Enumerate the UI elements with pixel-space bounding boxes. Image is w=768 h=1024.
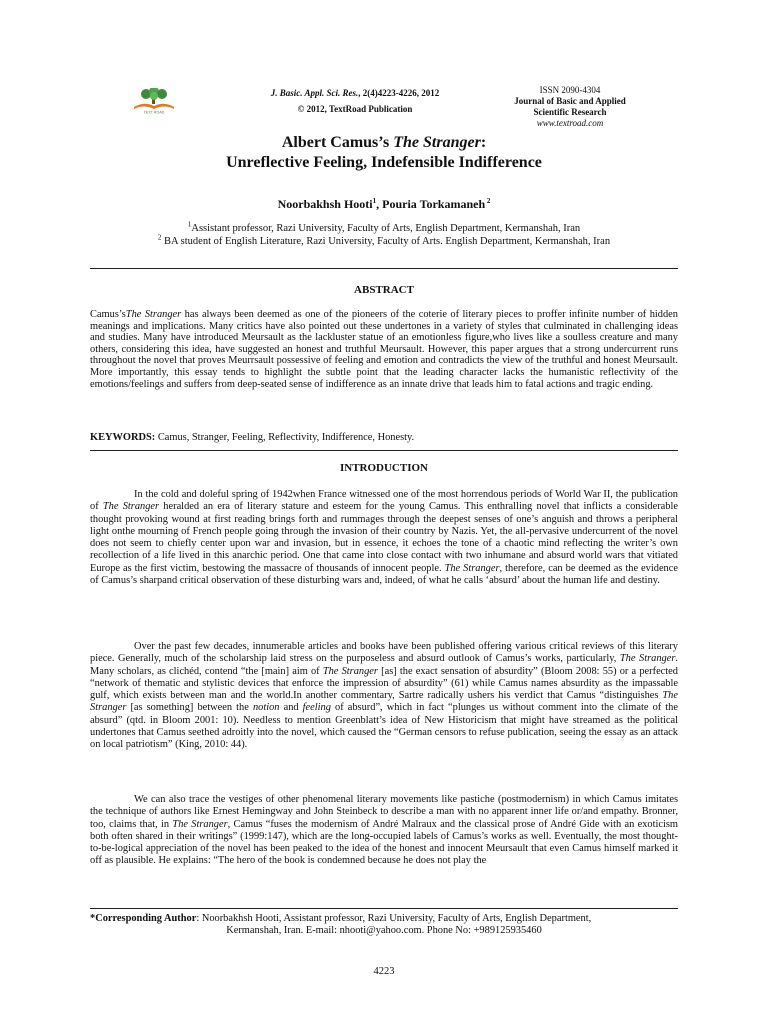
citation-volume: , 2(4)4223-4226, 2012	[358, 88, 440, 98]
corresponding-author-footnote	[90, 913, 678, 938]
page-number: 4223	[373, 966, 395, 977]
journal-url[interactable]: www.textroad.com	[536, 118, 604, 128]
introduction-heading: INTRODUCTION	[339, 462, 428, 474]
title-colon: :	[480, 134, 487, 151]
copyright-line: © 2012, TextRoad Publication	[297, 104, 413, 114]
title-line2: Unreflective Feeling, Indefensible Indifference	[226, 154, 542, 171]
issn: ISSN 2090-4304	[539, 85, 601, 95]
keywords	[90, 432, 678, 444]
author-sup: 1	[372, 197, 377, 205]
publisher-logo	[124, 88, 184, 114]
affil-sup: 1	[187, 220, 192, 229]
footnote-line1: : Noorbakhsh Hooti, Assistant professor, Razi University, Faculty of Arts, English Department,	[196, 913, 592, 924]
abstract-heading: ABSTRACT	[354, 284, 414, 296]
intro-paragraph-2: Over the past few decades, innumerable articles and books have been published offering various critical reviews of this literary piece. Generally, much of the scholarship laid stress on the purposeless and absurd outlook of Camus’s works, particularly, The Stranger. Many scholars, as clichéd, contend “the [main] aim of The Stranger [as] the exact sensation of absurdity” (Bloom 2008: 55) or a perfected “network of thematic and stylistic devices that enforce the impression of absurdity” (61) while Camus names absurdity as the impassable gulf, which exists between man and the world.In another commentary, Sartre radically ushers his verdict that Camus “distinguishes The Stranger [as something] between the notion and feeling of absurd”, which in fact “plunges us without comment into the climate of the absurd” (qtd. in Bloom 2001: 10). Needless to mention Greenblatt’s idea of New Historicism that might have streamed as the political undertones that Camus seethed adroitly into the novel, which caused the “German censors to refuse publication, seeing the essay as an attack on local patriotism” (King, 2010: 44).	[90, 641, 678, 751]
keywords-label: KEYWORDS:	[90, 432, 156, 443]
footnote-label: *Corresponding Author	[90, 913, 197, 924]
affiliation-2: BA student of English Literature, Razi University, Faculty of Arts. English Department, Kermanshah, Iran	[161, 236, 611, 247]
tree-book-icon	[124, 88, 184, 114]
title-prefix: Albert Camus’s	[281, 134, 394, 151]
author-name: Noorbakhsh Hooti	[277, 197, 373, 211]
logo-caption: TEXT ROAD	[143, 110, 165, 114]
title-italic: The Stranger	[393, 134, 481, 151]
footnote-divider	[90, 908, 678, 909]
author-separator: ,	[376, 197, 383, 211]
abstract-divider	[90, 450, 678, 451]
journal-info	[505, 85, 635, 129]
affiliations	[80, 222, 688, 248]
citation-journal-abbrev: J. Basic. Appl. Sci. Res.	[270, 88, 359, 98]
journal-name-line2: Scientific Research	[533, 107, 607, 117]
header-divider	[90, 268, 678, 269]
author-list	[120, 197, 648, 212]
affiliation-1: Assistant professor, Razi University, Faculty of Arts, English Department, Kermanshah, Iran	[191, 223, 581, 234]
affil-sup: 2	[157, 233, 162, 242]
footnote-line2: Kermanshah, Iran. E-mail: nhooti@yahoo.com. Phone No: +989125935460	[226, 925, 542, 937]
abstract-text: Camus’sThe Stranger has always been deemed as one of the pioneers of the coterie of literary pieces to proffer infinite number of hidden meanings and implications. Many critics have also pointed out these undertones in a variety of styles that culminated in challenging ideas and studies. Many have introduced Meursault as the lackluster statue of an emotionless figure,who lives like a soulless creature and many others, considering this idea, have suggested an honest and truthful Meursault. However, this paper argues that a strong undercurrent runs throughout the novel that proves Meurrsault possessive of feeling and emotion and contradicts the view of the truthful and honest Meursault. More importantly, this essay tends to highlight the subtle point that the leading character lacks the humanistic reflectivity of the emotions/feelings and suffers from deep-seated sense of indifference as an innate drive that leads him to fatal actions and tragic ending.	[90, 309, 678, 390]
journal-name-line1: Journal of Basic and Applied	[514, 96, 626, 106]
intro-paragraph-1: In the cold and doleful spring of 1942when France witnessed one of the most horrendous periods of World War II, the publication of The Stranger heralded an era of literary stature and esteem for the young Camus. This enthralling novel that inflicts a considerable thought provoking wound at first reading brings forth and rummages through the deepest senses of one’s anguish and throws a peripheral light onthe mourning of French people going through the invasion of their country by Nazis. Yet, the all-pervasive undercurrent of the novel does not seem to chiefly center upon war and invasion, but in essence, it echoes the tone of a chaotic mind reflecting the writer’s own recollection of a life lived in this anarchic period. One that came into close contact with two inhumane and absurd world wars that vitiated Europe as the first victim, bestowing the massacre of thousands of innocent people. The Stranger, therefore, can be deemed as the evidence of Camus’s sharpand critical observation of these disturbing wars and, indeed, of what he calls ‘absurd’ about the human life and destiny.	[90, 489, 678, 587]
keywords-text: Camus, Stranger, Feeling, Reflectivity, Indifference, Honesty.	[155, 432, 415, 443]
paper-title	[120, 133, 648, 173]
intro-paragraph-3: We can also trace the vestiges of other phenomenal literary movements like pastiche (postmodernism) in which Camus imitates the technique of authors like Ernest Hemingway and John Steinbeck to describe a man with no apparent inner life or/and empathy. Bronner, too, claims that, in The Stranger, Camus “fuses the modernism of André Malraux and the classical prose of André Gide with an exoticism both often shared in their writings” (1999:147), which are the long-occupied labels of Camus’s works as well. Eventually, the most thought-to-be-logical appreciation of the novel has been peaked to the idea of the honest and innocent Meursault that even Camus himself marked it off as plausible. He explains: “The hero of the book is condemned because he does not play the	[90, 794, 679, 867]
author-name: Pouria Torkamaneh	[382, 197, 486, 211]
journal-citation	[250, 85, 460, 117]
author-sup: 2	[485, 197, 491, 205]
